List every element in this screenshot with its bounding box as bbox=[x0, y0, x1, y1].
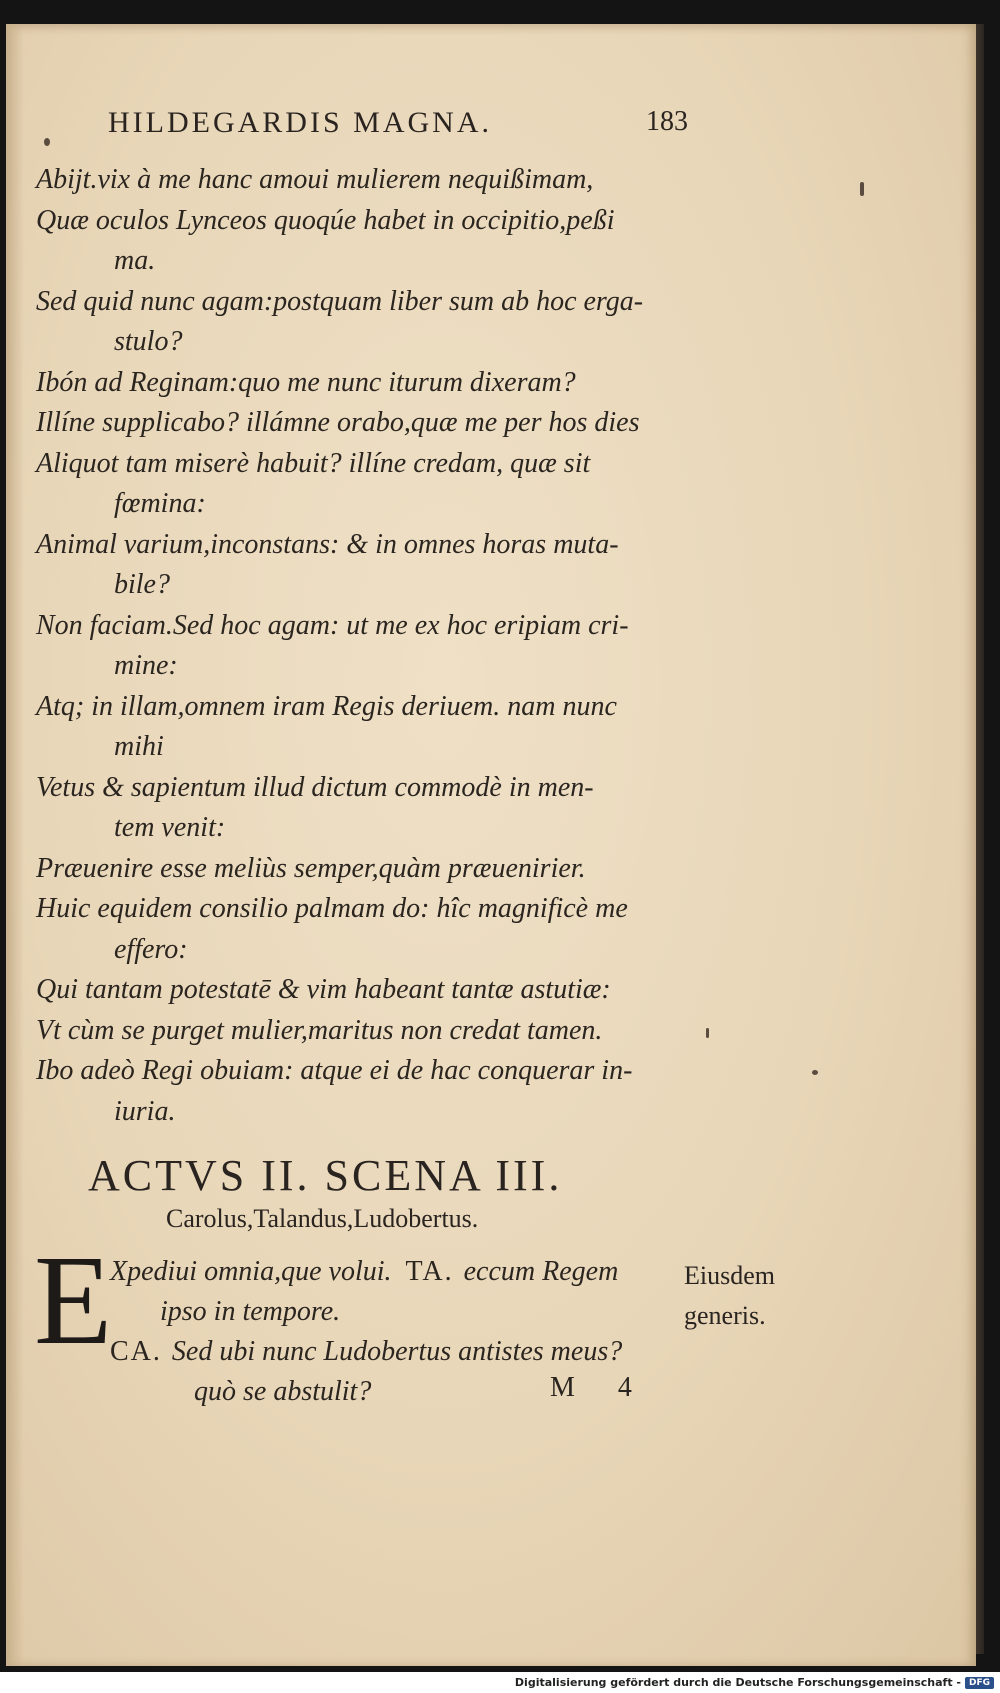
verse-line: Sed quid nunc agam:postquam liber sum ab hoc erga- bbox=[36, 285, 644, 317]
paper-speck bbox=[812, 1070, 818, 1075]
paper-speck bbox=[44, 138, 50, 146]
verse-line: Atq; in illam,omnem iram Regis deriuem. nam nunc bbox=[36, 690, 617, 722]
verse-line: Non faciam.Sed hoc agam: ut me ex hoc eripiam cri- bbox=[36, 609, 629, 641]
verse-line: mihi bbox=[114, 731, 164, 762]
verse-line: mine: bbox=[114, 650, 178, 681]
verse-line: iuria. bbox=[114, 1095, 176, 1127]
dialogue-line bbox=[110, 1292, 680, 1332]
verse-line: Vetus & sapientum illud dictum commodè in men- bbox=[36, 771, 594, 803]
dialogue-text-run: quò se abstulit? bbox=[194, 1376, 372, 1407]
verse-line: effero: bbox=[114, 933, 188, 965]
credit-text: Digitalisierung gefördert durch die Deutsche Forschungsgemeinschaft - bbox=[514, 1676, 961, 1689]
verse-line: Ibón ad Reginam:quo me nunc iturum dixeram? bbox=[36, 366, 576, 398]
dialogue-text-run: Sed ubi nunc Ludobertus antistes meus? bbox=[171, 1336, 623, 1367]
digitization-credit bbox=[515, 1676, 994, 1689]
verse-line: Animal varium,inconstans: & in omnes horas muta- bbox=[36, 528, 619, 560]
character-list: Carolus,Talandus,Ludobertus. bbox=[166, 1204, 479, 1233]
speaker-label: CA. bbox=[110, 1336, 162, 1367]
running-head: HILDEGARDIS MAGNA. bbox=[108, 106, 492, 139]
paper-speck bbox=[706, 1028, 709, 1038]
speaker-label: TA. bbox=[405, 1256, 454, 1287]
verse-line: fœmina: bbox=[114, 488, 206, 519]
verse-line: Ibo adeò Regi obuiam: atque ei de hac conquerar in- bbox=[36, 1055, 633, 1086]
verse-line: bile? bbox=[114, 569, 170, 600]
verse-line: Vt cùm se purget mulier,maritus non credat tamen. bbox=[36, 1014, 603, 1046]
dialogue-text-run: ipso in tempore. bbox=[160, 1296, 341, 1327]
dfg-logo: DFG bbox=[965, 1677, 994, 1689]
dialogue-line bbox=[110, 1252, 680, 1292]
verse-line: Qui tantam potestatē & vim habeant tantæ astutiæ: bbox=[36, 974, 611, 1005]
signature-mark: M 4 bbox=[550, 1372, 650, 1403]
verse-line: Aliquot tam miserè habuit? illíne credam, quæ sit bbox=[36, 447, 591, 479]
verse-line: Illíne supplicabo? illámne orabo,quæ me per hos dies bbox=[36, 407, 640, 438]
verse-line: Præuenire esse meliùs semper,quàm præuenirier. bbox=[36, 852, 586, 884]
act-scene-heading: ACTVS II. SCENA III. bbox=[88, 1151, 563, 1200]
dialogue-line bbox=[110, 1332, 680, 1372]
verse-line: Abijt.vix à me hanc amoui mulierem nequißimam, bbox=[36, 164, 594, 195]
folio-number: 183 bbox=[646, 106, 688, 137]
marginal-note-line: Eiusdem bbox=[684, 1261, 775, 1290]
verse-line: ma. bbox=[114, 245, 156, 276]
dialogue-text-run: eccum Regem bbox=[463, 1256, 619, 1287]
page-gutter bbox=[6, 24, 24, 1666]
verse-line: tem venit: bbox=[114, 812, 226, 843]
dialogue-text-run: Xpediui omnia,que volui. bbox=[110, 1256, 392, 1287]
marginal-note bbox=[684, 1256, 775, 1336]
verse-line: Quæ oculos Lynceos quoqúe habet in occipitio,peßi bbox=[36, 204, 615, 236]
paper-speck bbox=[860, 182, 864, 196]
marginal-note-line: generis. bbox=[684, 1301, 766, 1330]
page-header bbox=[108, 106, 688, 146]
drop-capital: E bbox=[34, 1229, 113, 1371]
verse-text bbox=[36, 160, 696, 1132]
verse-line: stulo? bbox=[114, 326, 183, 357]
verse-line: Huic equidem consilio palmam do: hîc magnificè me bbox=[36, 893, 628, 924]
